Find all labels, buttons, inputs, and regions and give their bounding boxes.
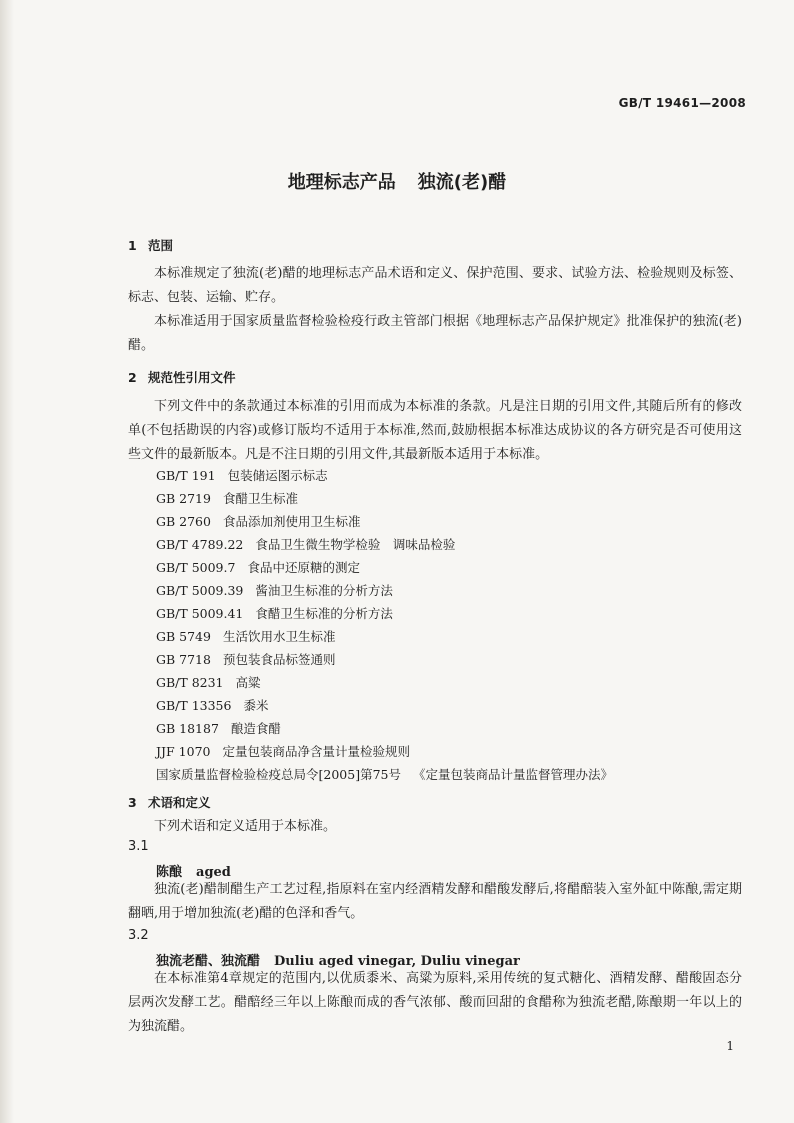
reference-item (156, 627, 335, 645)
reference-item (156, 742, 410, 760)
reference-code: GB/T 5009.41 (156, 606, 244, 621)
reference-title: 食醋卫生标准的分析方法 (255, 606, 393, 621)
reference-item (156, 650, 335, 668)
reference-code: GB/T 13356 (156, 698, 232, 713)
section-1-paragraph-1: 本标准规定了独流(老)醋的地理标志产品术语和定义、保护范围、要求、试验方法、检验规则及标签、标志、包装、运输、贮存。 (128, 266, 742, 305)
reference-code: GB 18187 (156, 721, 219, 736)
reference-code: JJF 1070 (156, 744, 211, 759)
reference-code: GB/T 5009.39 (156, 583, 244, 598)
reference-item (156, 765, 613, 783)
reference-code: 国家质量监督检验检疫总局令[2005]第75号 (156, 767, 401, 782)
reference-title: 酿造食醋 (230, 721, 281, 736)
section-3-title: 术语和定义 (148, 795, 211, 810)
reference-item (156, 558, 360, 576)
term-3-2-english: Duliu aged vinegar, Duliu vinegar (274, 954, 520, 969)
section-3-heading (128, 793, 211, 811)
reference-code: GB 5749 (156, 629, 211, 644)
reference-title: 《定量包装商品计量监督管理办法》 (412, 767, 613, 782)
section-2-intro: 下列文件中的条款通过本标准的引用而成为本标准的条款。凡是注日期的引用文件,其随后所有的修改单(不包括勘误的内容)或修订版均不适用于本标准,然而,鼓励根据本标准达成协议的各方研究是否可使用这些文件的最新版本。凡是不注日期的引用文件,其最新版本适用于本标准。 (128, 399, 742, 462)
reference-title: 高粱 (235, 675, 261, 690)
reference-title: 食品卫生微生物学检验 调味品检验 (255, 537, 456, 552)
reference-code: GB 7718 (156, 652, 211, 667)
reference-title: 酱油卫生标准的分析方法 (255, 583, 393, 598)
section-1-title: 范围 (148, 238, 174, 253)
reference-title: 预包装食品标签通则 (222, 652, 336, 667)
clause-3-1-number: 3.1 (128, 839, 149, 854)
reference-item (156, 604, 393, 622)
reference-title: 黍米 (243, 698, 269, 713)
reference-item (156, 512, 360, 530)
reference-title: 食品添加剂使用卫生标准 (222, 514, 361, 529)
reference-title: 包装储运图示标志 (227, 468, 328, 483)
reference-code: GB/T 4789.22 (156, 537, 244, 552)
term-3-1-definition: 独流(老)醋制醋生产工艺过程,指原料在室内经酒精发酵和醋酸发酵后,将醋醅装入室外缸中陈酿,需定期翻晒,用于增加独流(老)醋的色泽和香气。 (128, 882, 742, 921)
reference-item (156, 489, 298, 507)
reference-title: 定量包装商品净含量计量检验规则 (222, 744, 410, 759)
standard-code: GB/T 19461—2008 (618, 96, 746, 110)
term-3-2-definition: 在本标准第4章规定的范围内,以优质黍米、高粱为原料,采用传统的复式糖化、酒精发酵、醋酸固态分层两次发酵工艺。醋醅经三年以上陈酿而成的香气浓郁、酸而回甜的食醋称为独流老醋,陈酿期一年以上的为独流醋。 (128, 971, 742, 1034)
reference-code: GB/T 5009.7 (156, 560, 236, 575)
section-3-number: 3 (128, 795, 137, 810)
section-1-number: 1 (128, 238, 137, 253)
reference-code: GB 2719 (156, 491, 211, 506)
reference-item (156, 581, 393, 599)
document-title (0, 168, 794, 194)
reference-item (156, 719, 281, 737)
reference-item (156, 535, 455, 553)
section-1-heading (128, 236, 173, 254)
page-number: 1 (726, 1039, 734, 1053)
reference-code: GB/T 191 (156, 468, 216, 483)
title-part-1: 地理标志产品 (287, 172, 396, 193)
reference-item (156, 466, 328, 484)
section-2-number: 2 (128, 370, 137, 385)
term-3-1-english: aged (196, 865, 231, 880)
section-2-title: 规范性引用文件 (148, 370, 236, 385)
term-3-2-chinese: 独流老醋、独流醋 (156, 954, 261, 969)
section-3-intro: 下列术语和定义适用于本标准。 (154, 819, 337, 834)
reference-item (156, 696, 268, 714)
reference-title: 食醋卫生标准 (222, 491, 298, 506)
section-2-heading (128, 368, 236, 386)
section-1-paragraph-2: 本标准适用于国家质量监督检验检疫行政主管部门根据《地理标志产品保护规定》批准保护的独流(老)醋。 (128, 314, 742, 353)
reference-item (156, 673, 261, 691)
reference-code: GB/T 8231 (156, 675, 224, 690)
reference-title: 生活饮用水卫生标准 (222, 629, 336, 644)
clause-3-2-number: 3.2 (128, 928, 149, 943)
reference-title: 食品中还原糖的测定 (247, 560, 360, 575)
title-part-2: 独流(老)醋 (417, 172, 507, 193)
reference-code: GB 2760 (156, 514, 211, 529)
term-3-1-chinese: 陈酿 (156, 865, 183, 880)
